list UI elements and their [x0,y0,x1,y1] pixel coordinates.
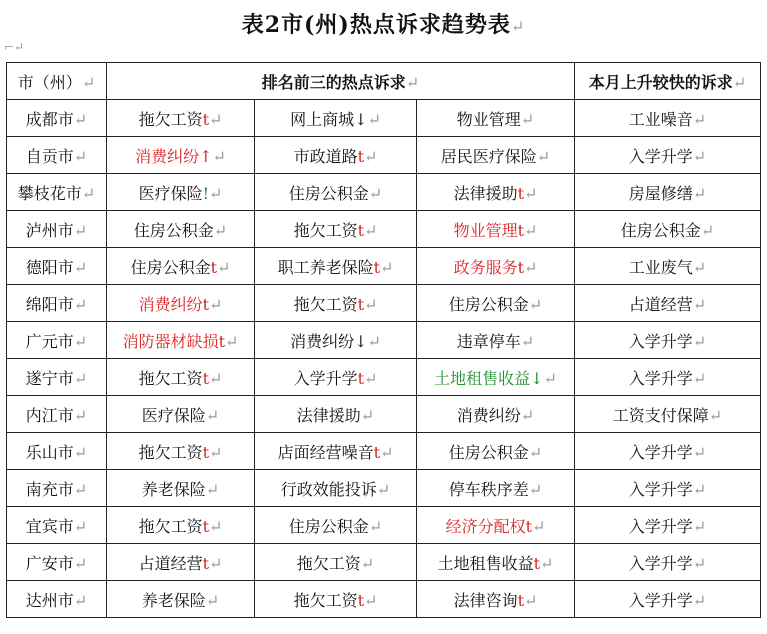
paragraph-mark-icon: ↵ [212,146,226,166]
paragraph-mark-icon: ↵ [692,183,707,203]
paragraph-mark-icon: ↵ [532,516,546,536]
cell-top1: 养老保险↵ [107,470,255,507]
paragraph-mark-icon: ↵ [364,590,378,610]
table-row [7,544,761,581]
table-row [7,137,761,174]
cell-rising: 房屋修缮↵ [575,174,761,211]
paragraph-mark-icon: ↵ [364,368,378,388]
paragraph-mark-icon: ↵ [700,220,715,240]
paragraph-mark-icon: ↵ [360,405,375,425]
paragraph-mark-icon: ↵ [81,183,96,203]
cell-top2: 拖欠工资t↵ [255,581,417,618]
paragraph-mark-icon: ↵ [205,405,220,425]
cell-city: 乐山市↵ [7,433,107,470]
trend-mark: t [525,516,533,536]
paragraph-mark-icon: ↵ [209,516,223,536]
table-row [7,285,761,322]
paragraph-mark-icon: ↵ [73,405,88,425]
cell-top1: 占道经营t↵ [107,544,255,581]
paragraph-mark-icon: ↵ [520,331,535,351]
paragraph-mark-icon: ↵ [524,257,538,277]
cell-city: 广元市↵ [7,322,107,359]
paragraph-mark-icon: ↵ [692,442,707,462]
paragraph-mark-icon: ↵ [692,479,707,499]
cell-top3: 住房公积金↵ [417,433,575,470]
paragraph-mark-icon: ↵ [209,294,223,314]
table-row [7,396,761,433]
trend-mark: t [202,294,210,314]
paragraph-mark-icon: ↵ [225,331,239,351]
cell-rising: 入学升学↵ [575,544,761,581]
trend-mark: t [202,442,210,462]
paragraph-mark-icon: ↵ [367,331,381,351]
cell-top2: 行政效能投诉↵ [255,470,417,507]
paragraph-mark-icon: ↵ [217,257,231,277]
cell-top1: 消防器材缺损t↵ [107,322,255,359]
header-rising: 本月上升较快的诉求↵ [575,63,761,100]
cell-top3: 土地租售收益↓↵ [417,359,575,396]
trend-mark: t [202,553,210,573]
table-row [7,174,761,211]
paragraph-mark-icon: ↵ [73,590,88,610]
cell-top1: 拖欠工资t↵ [107,433,255,470]
paragraph-mark-icon: ↵ [692,368,707,388]
paragraph-mark-icon: ↵ [692,109,707,129]
header-top3: 排名前三的热点诉求↵ [107,63,575,100]
paragraph-mark-icon: ↵ [213,220,228,240]
cell-top3: 住房公积金↵ [417,285,575,322]
cell-rising: 入学升学↵ [575,137,761,174]
cell-top3: 物业管理↵ [417,100,575,137]
cell-top3: 法律咨询t↵ [417,581,575,618]
table-row [7,507,761,544]
cell-city: 泸州市↵ [7,211,107,248]
table-row [7,248,761,285]
paragraph-mark-icon: ↵ [73,146,88,166]
trend-mark: t [517,590,525,610]
cell-top2: 住房公积金↵ [255,507,417,544]
table-row [7,322,761,359]
cell-top2: 拖欠工资t↵ [255,211,417,248]
exclamation-icon: ! [202,183,210,203]
trend-mark: t [373,257,381,277]
cell-rising: 入学升学↵ [575,581,761,618]
cell-top3: 法律援助t↵ [417,174,575,211]
trend-mark: t [517,220,525,240]
paragraph-mark-icon: ↵ [380,442,394,462]
cell-top2: 职工养老保险t↵ [255,248,417,285]
paragraph-mark-icon: ↵ [520,405,535,425]
paragraph-mark-icon: ↵ [209,183,223,203]
paragraph-mark-icon: ↵ [692,294,707,314]
cell-city: 遂宁市↵ [7,359,107,396]
paragraph-mark-icon: ↵ [367,109,381,129]
cell-top3: 违章停车↵ [417,322,575,359]
trend-mark: t [357,368,365,388]
paragraph-mark-icon: ↵ [520,109,535,129]
paragraph-mark-icon: ↵ [73,553,88,573]
paragraph-mark-icon: ↵ [209,442,223,462]
cell-top1: 消费纠纷t↵ [107,285,255,322]
paragraph-mark-icon: ↵ [73,368,88,388]
paragraph-mark-icon: ↵ [73,442,88,462]
paragraph-mark-icon: ↵ [368,183,383,203]
trend-mark: t [517,183,525,203]
cell-city: 南充市↵ [7,470,107,507]
arrow-down-icon: ↓ [354,331,368,351]
cell-city: 达州市↵ [7,581,107,618]
paragraph-mark-icon: ↵ [692,553,707,573]
paragraph-mark-icon: ↵ [528,479,543,499]
paragraph-mark-icon: ↵ [540,553,554,573]
paragraph-mark-icon: ↵ [205,479,220,499]
cell-top2: 住房公积金↵ [255,174,417,211]
paragraph-mark-icon: ↵ [692,257,707,277]
paragraph-mark-icon: ↵ [524,590,538,610]
title-text: 表2市(州)热点诉求趋势表 [241,12,511,38]
cell-top3: 土地租售收益t↵ [417,544,575,581]
table-row [7,581,761,618]
trend-mark: t [357,294,365,314]
cell-top1: 拖欠工资t↵ [107,100,255,137]
cell-rising: 工资支付保障↵ [575,396,761,433]
paragraph-mark-icon: ↵ [692,331,707,351]
cell-top3: 政务服务t↵ [417,248,575,285]
cell-top3: 消费纠纷↵ [417,396,575,433]
table-row [7,433,761,470]
trend-mark: t [218,331,226,351]
cell-city: 绵阳市↵ [7,285,107,322]
paragraph-mark-icon: ↵ [205,590,220,610]
trend-mark: t [357,590,365,610]
paragraph-mark-icon: ⌐↵ [4,40,25,54]
trend-mark: t [373,442,381,462]
paragraph-mark-icon: ↵ [692,146,707,166]
arrow-down-icon: ↓ [354,109,368,129]
paragraph-mark-icon: ↵ [368,516,383,536]
cell-top1: 住房公积金t↵ [107,248,255,285]
table-row [7,470,761,507]
paragraph-mark-icon: ↵ [73,516,88,536]
cell-top1: 住房公积金↵ [107,211,255,248]
trend-mark: t [210,257,218,277]
paragraph-mark-icon: ↵ [536,146,551,166]
cell-top3: 居民医疗保险↵ [417,137,575,174]
trend-mark: t [533,553,541,573]
paragraph-mark-icon: ↵ [209,109,223,129]
trend-mark: t [202,368,210,388]
cell-top1: 医疗保险!↵ [107,174,255,211]
paragraph-mark-icon: ↵ [73,294,88,314]
paragraph-mark-icon: ↵ [364,146,378,166]
paragraph-mark-icon: ↵ [364,220,378,240]
cell-top2: 法律援助↵ [255,396,417,433]
cell-rising: 入学升学↵ [575,507,761,544]
cell-rising: 入学升学↵ [575,470,761,507]
cell-rising: 占道经营↵ [575,285,761,322]
trend-mark: t [357,220,365,240]
paragraph-mark-icon: ↵ [209,553,223,573]
cell-top1: 养老保险↵ [107,581,255,618]
cell-top2: 消费纠纷↓↵ [255,322,417,359]
cell-top2: 拖欠工资↵ [255,544,417,581]
cell-top2: 市政道路t↵ [255,137,417,174]
paragraph-mark-icon: ↵ [73,331,88,351]
paragraph-mark-icon: ↵ [360,553,375,573]
cell-top1: 消费纠纷↑↵ [107,137,255,174]
cell-rising: 工业噪音↵ [575,100,761,137]
cell-rising: 住房公积金↵ [575,211,761,248]
header-city: 市（州）↵ [7,63,107,100]
trend-mark: t [202,516,210,536]
cell-city: 攀枝花市↵ [7,174,107,211]
paragraph-mark-icon: ↵ [209,368,223,388]
paragraph-mark-icon: ↵ [73,220,88,240]
cell-top3: 物业管理t↵ [417,211,575,248]
trend-mark: t [517,257,525,277]
paragraph-mark-icon: ↵ [376,479,391,499]
paragraph-mark-icon: ↵ [528,294,543,314]
paragraph-mark-icon: ↵ [380,257,394,277]
cell-top2: 入学升学t↵ [255,359,417,396]
cell-top3: 经济分配权t↵ [417,507,575,544]
cell-rising: 入学升学↵ [575,433,761,470]
paragraph-mark-icon: ↵ [364,294,378,314]
cell-city: 广安市↵ [7,544,107,581]
table-header-row [7,63,761,100]
arrow-down-icon: ↓ [530,368,544,388]
cell-top1: 医疗保险↵ [107,396,255,433]
paragraph-mark-icon: ↵ [543,368,557,388]
trend-table [6,62,761,618]
paragraph-mark-icon: ↵ [73,109,88,129]
trend-mark: t [202,109,210,129]
cell-top1: 拖欠工资t↵ [107,507,255,544]
cell-top2: 店面经营噪音t↵ [255,433,417,470]
cell-city: 宜宾市↵ [7,507,107,544]
paragraph-mark-icon: ↵ [73,479,88,499]
cell-rising: 入学升学↵ [575,322,761,359]
cell-city: 自贡市↵ [7,137,107,174]
cell-rising: 工业废气↵ [575,248,761,285]
paragraph-mark-icon: ↵ [528,442,543,462]
cell-city: 德阳市↵ [7,248,107,285]
cell-city: 内江市↵ [7,396,107,433]
table-row [7,100,761,137]
paragraph-mark-icon: ↵ [524,220,538,240]
cell-top2: 拖欠工资t↵ [255,285,417,322]
arrow-up-icon: ↑ [199,146,213,166]
table-row [7,359,761,396]
cell-city: 成都市↵ [7,100,107,137]
cell-top1: 拖欠工资t↵ [107,359,255,396]
cell-top2: 网上商城↓↵ [255,100,417,137]
trend-mark: t [357,146,365,166]
table-row [7,211,761,248]
document-title [0,8,767,39]
paragraph-mark-icon: ↵ [692,516,707,536]
paragraph-mark-icon: ↵ [510,17,526,36]
cell-top3: 停车秩序差↵ [417,470,575,507]
paragraph-mark-icon: ↵ [524,183,538,203]
paragraph-mark-icon: ↵ [692,590,707,610]
paragraph-mark-icon: ↵ [73,257,88,277]
paragraph-mark-icon: ↵ [708,405,723,425]
cell-rising: 入学升学↵ [575,359,761,396]
